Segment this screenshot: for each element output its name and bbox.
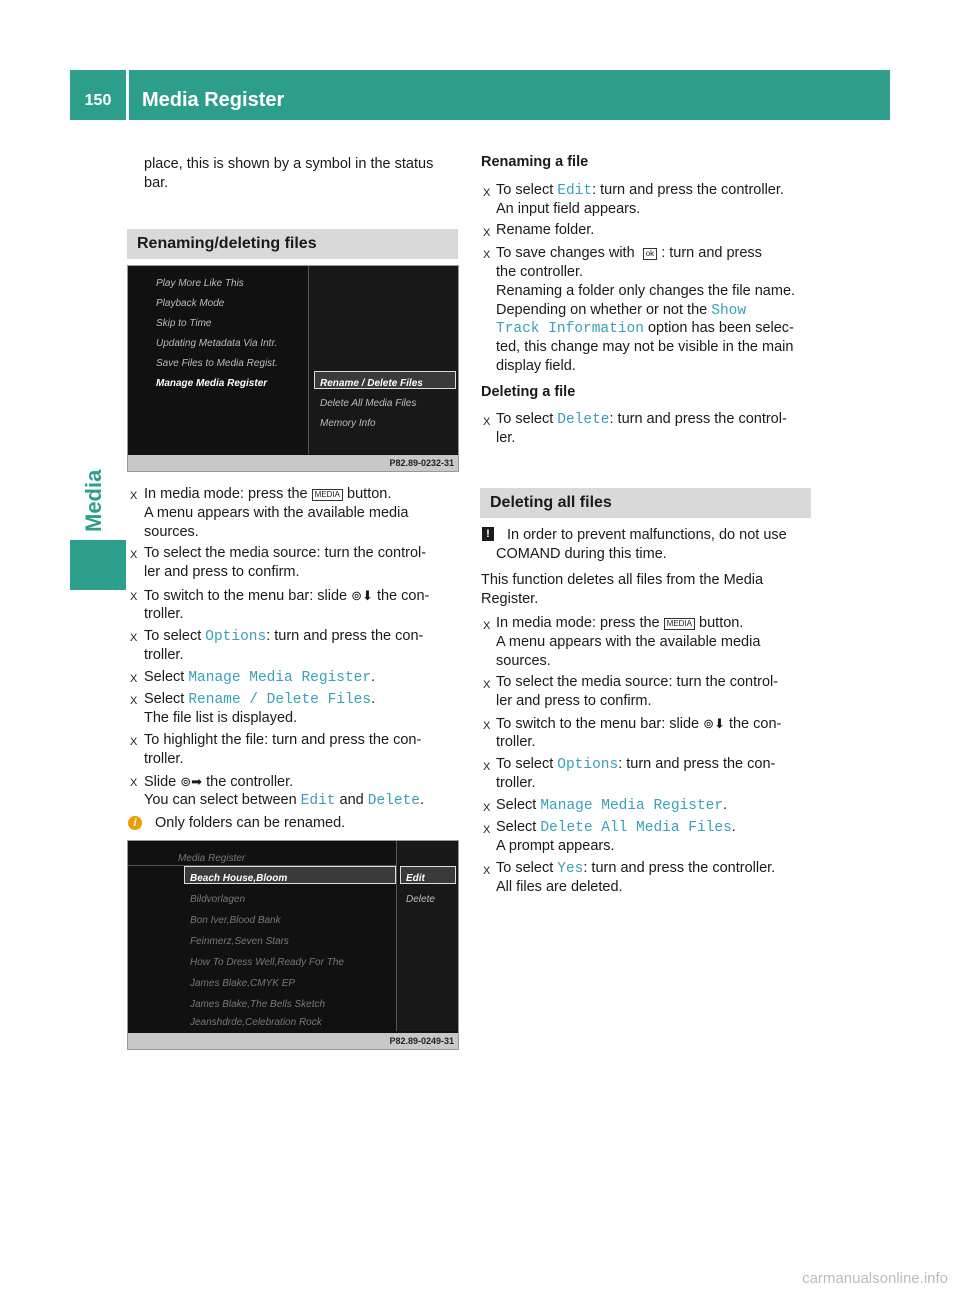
step-text: sources. xyxy=(144,524,199,540)
step-text: A menu appears with the available media xyxy=(496,634,761,650)
section-deleting-all: Deleting all files xyxy=(480,488,811,518)
step-text: the controller. xyxy=(496,264,584,280)
file-item: Jeanshdrde,Celebration Rock xyxy=(190,1017,322,1028)
warning-text: COMAND during this time. xyxy=(496,546,667,562)
step-text: To select Options: turn and press the con- xyxy=(496,756,776,773)
warning-text: In order to prevent malfunctions, do not use xyxy=(507,527,787,543)
step-arrow: X xyxy=(130,490,138,502)
step-arrow: X xyxy=(483,720,491,732)
step-text: Select Delete All Media Files. xyxy=(496,819,736,836)
step-text: All files are deleted. xyxy=(496,879,623,895)
step-arrow: X xyxy=(483,249,491,261)
submenu-item-selected: Rename / Delete Files xyxy=(320,378,423,389)
step-text: An input field appears. xyxy=(496,201,641,217)
step-arrow: X xyxy=(130,673,138,685)
side-tab-label: Media xyxy=(81,469,106,532)
step-arrow: X xyxy=(483,802,491,814)
page-header xyxy=(70,70,890,120)
footer-watermark: carmanualsonline.info xyxy=(802,1270,948,1287)
step-text: Select Manage Media Register. xyxy=(496,797,728,814)
warning-icon: ! xyxy=(482,527,494,541)
step-text: Track Information option has been selec- xyxy=(496,320,794,337)
intro-line-1: place, this is shown by a symbol in the status xyxy=(144,156,434,172)
menu-item-selected: Manage Media Register xyxy=(156,378,268,389)
step-text: To select Options: turn and press the con- xyxy=(144,628,424,645)
step-text: To select Delete: turn and press the control- xyxy=(496,411,787,428)
figure-reference: P82.89-0249-31 xyxy=(128,1033,458,1049)
info-note: Only folders can be renamed. xyxy=(155,815,346,831)
step-arrow: X xyxy=(483,865,491,877)
step-arrow: X xyxy=(483,416,491,428)
step-text: You can select between Edit and Delete. xyxy=(144,792,424,809)
step-text: sources. xyxy=(496,653,551,669)
step-text: A prompt appears. xyxy=(496,838,615,854)
step-arrow: X xyxy=(130,549,138,561)
step-arrow: X xyxy=(130,632,138,644)
step-text: To switch to the menu bar: slide ⊚⬇ the con- xyxy=(144,588,430,604)
step-text: Select Rename / Delete Files. xyxy=(144,691,376,708)
menu-item: Play More Like This xyxy=(156,278,244,289)
step-text: The file list is displayed. xyxy=(144,710,298,726)
subheading-renaming-file: Renaming a file xyxy=(481,154,589,170)
step-text: To select Edit: turn and press the controller. xyxy=(496,182,784,199)
info-icon: i xyxy=(128,816,142,830)
menu-item: Updating Metadata Via Intr. xyxy=(156,338,278,349)
step-arrow: X xyxy=(483,620,491,632)
file-item: Feinmerz,Seven Stars xyxy=(190,936,289,947)
step-text: Depending on whether or not the Show xyxy=(496,302,747,319)
section-renaming-deleting: Renaming/deleting files xyxy=(127,229,458,259)
screenshot-manage-media-register xyxy=(127,265,459,472)
step-arrow: X xyxy=(483,187,491,199)
step-text: troller. xyxy=(496,775,536,791)
file-item: James Blake,CMYK EP xyxy=(190,978,296,989)
media-button-icon: MEDIA xyxy=(664,618,695,630)
step-text: To select the media source: turn the control- xyxy=(144,545,427,561)
body-text: This function deletes all files from the Media xyxy=(481,572,764,588)
step-text: To select the media source: turn the control- xyxy=(496,674,779,690)
step-text: Renaming a folder only changes the file name. xyxy=(496,283,796,299)
step-text: To select Yes: turn and press the controller. xyxy=(496,860,776,877)
controller-slide-down-icon: ⊚⬇ xyxy=(351,588,373,603)
page-title: Media Register xyxy=(142,89,285,111)
step-arrow: X xyxy=(483,824,491,836)
controller-slide-right-icon: ⊚➡ xyxy=(180,774,203,789)
step-text: ted, this change may not be visible in the main xyxy=(496,339,794,355)
body-text: Register. xyxy=(481,591,539,607)
step-text: troller. xyxy=(144,751,184,767)
menu-item: Playback Mode xyxy=(156,298,225,309)
step-arrow: X xyxy=(130,695,138,707)
step-arrow: X xyxy=(483,761,491,773)
action-edit: Edit xyxy=(406,873,425,884)
side-tab-block xyxy=(70,540,126,590)
submenu-item: Memory Info xyxy=(320,418,376,429)
step-text: display field. xyxy=(496,358,576,374)
step-text: Rename folder. xyxy=(496,222,595,238)
step-arrow: X xyxy=(130,736,138,748)
step-text: Select Manage Media Register. xyxy=(144,669,376,686)
controller-slide-down-icon: ⊚⬇ xyxy=(703,716,725,731)
figure-reference: P82.89-0232-31 xyxy=(128,455,458,471)
ok-button-icon: ok xyxy=(643,248,657,260)
submenu-item: Delete All Media Files xyxy=(320,398,417,409)
file-item-selected: Beach House,Bloom xyxy=(190,873,288,884)
screen-title: Media Register xyxy=(178,853,246,864)
step-text: troller. xyxy=(144,606,184,622)
file-item: James Blake,The Bells Sketch xyxy=(190,999,326,1010)
file-item: How To Dress Well,Ready For The xyxy=(190,957,344,968)
step-text: To highlight the file: turn and press the con- xyxy=(144,732,422,748)
step-text: ler and press to confirm. xyxy=(496,693,652,709)
subheading-deleting-file: Deleting a file xyxy=(481,384,576,400)
menu-item: Save Files to Media Regist. xyxy=(156,358,278,369)
step-arrow: X xyxy=(130,591,138,603)
step-arrow: X xyxy=(483,679,491,691)
step-text: ler. xyxy=(496,430,516,446)
step-text: To switch to the menu bar: slide ⊚⬇ the con- xyxy=(496,716,782,732)
intro-line-2: bar. xyxy=(144,175,169,191)
step-text: Slide ⊚➡ the controller. xyxy=(144,774,294,790)
step-text: In media mode: press the MEDIA button. xyxy=(144,486,392,502)
page-number: 150 xyxy=(84,92,112,109)
step-text: In media mode: press the MEDIA button. xyxy=(496,615,744,631)
action-delete: Delete xyxy=(406,894,435,905)
step-arrow: X xyxy=(130,777,138,789)
step-text: troller. xyxy=(496,734,536,750)
step-text: ler and press to confirm. xyxy=(144,564,300,580)
media-button-icon: MEDIA xyxy=(312,489,343,501)
step-arrow: X xyxy=(483,227,491,239)
menu-item: Skip to Time xyxy=(156,318,212,329)
header-divider xyxy=(126,70,129,120)
step-text: To save changes with ok : turn and press xyxy=(496,245,762,261)
step-text: troller. xyxy=(144,647,184,663)
file-item: Bildvorlagen xyxy=(190,894,246,905)
screenshot-media-register-files xyxy=(127,840,459,1050)
file-item: Bon Iver,Blood Bank xyxy=(190,915,281,926)
step-text: A menu appears with the available media xyxy=(144,505,409,521)
